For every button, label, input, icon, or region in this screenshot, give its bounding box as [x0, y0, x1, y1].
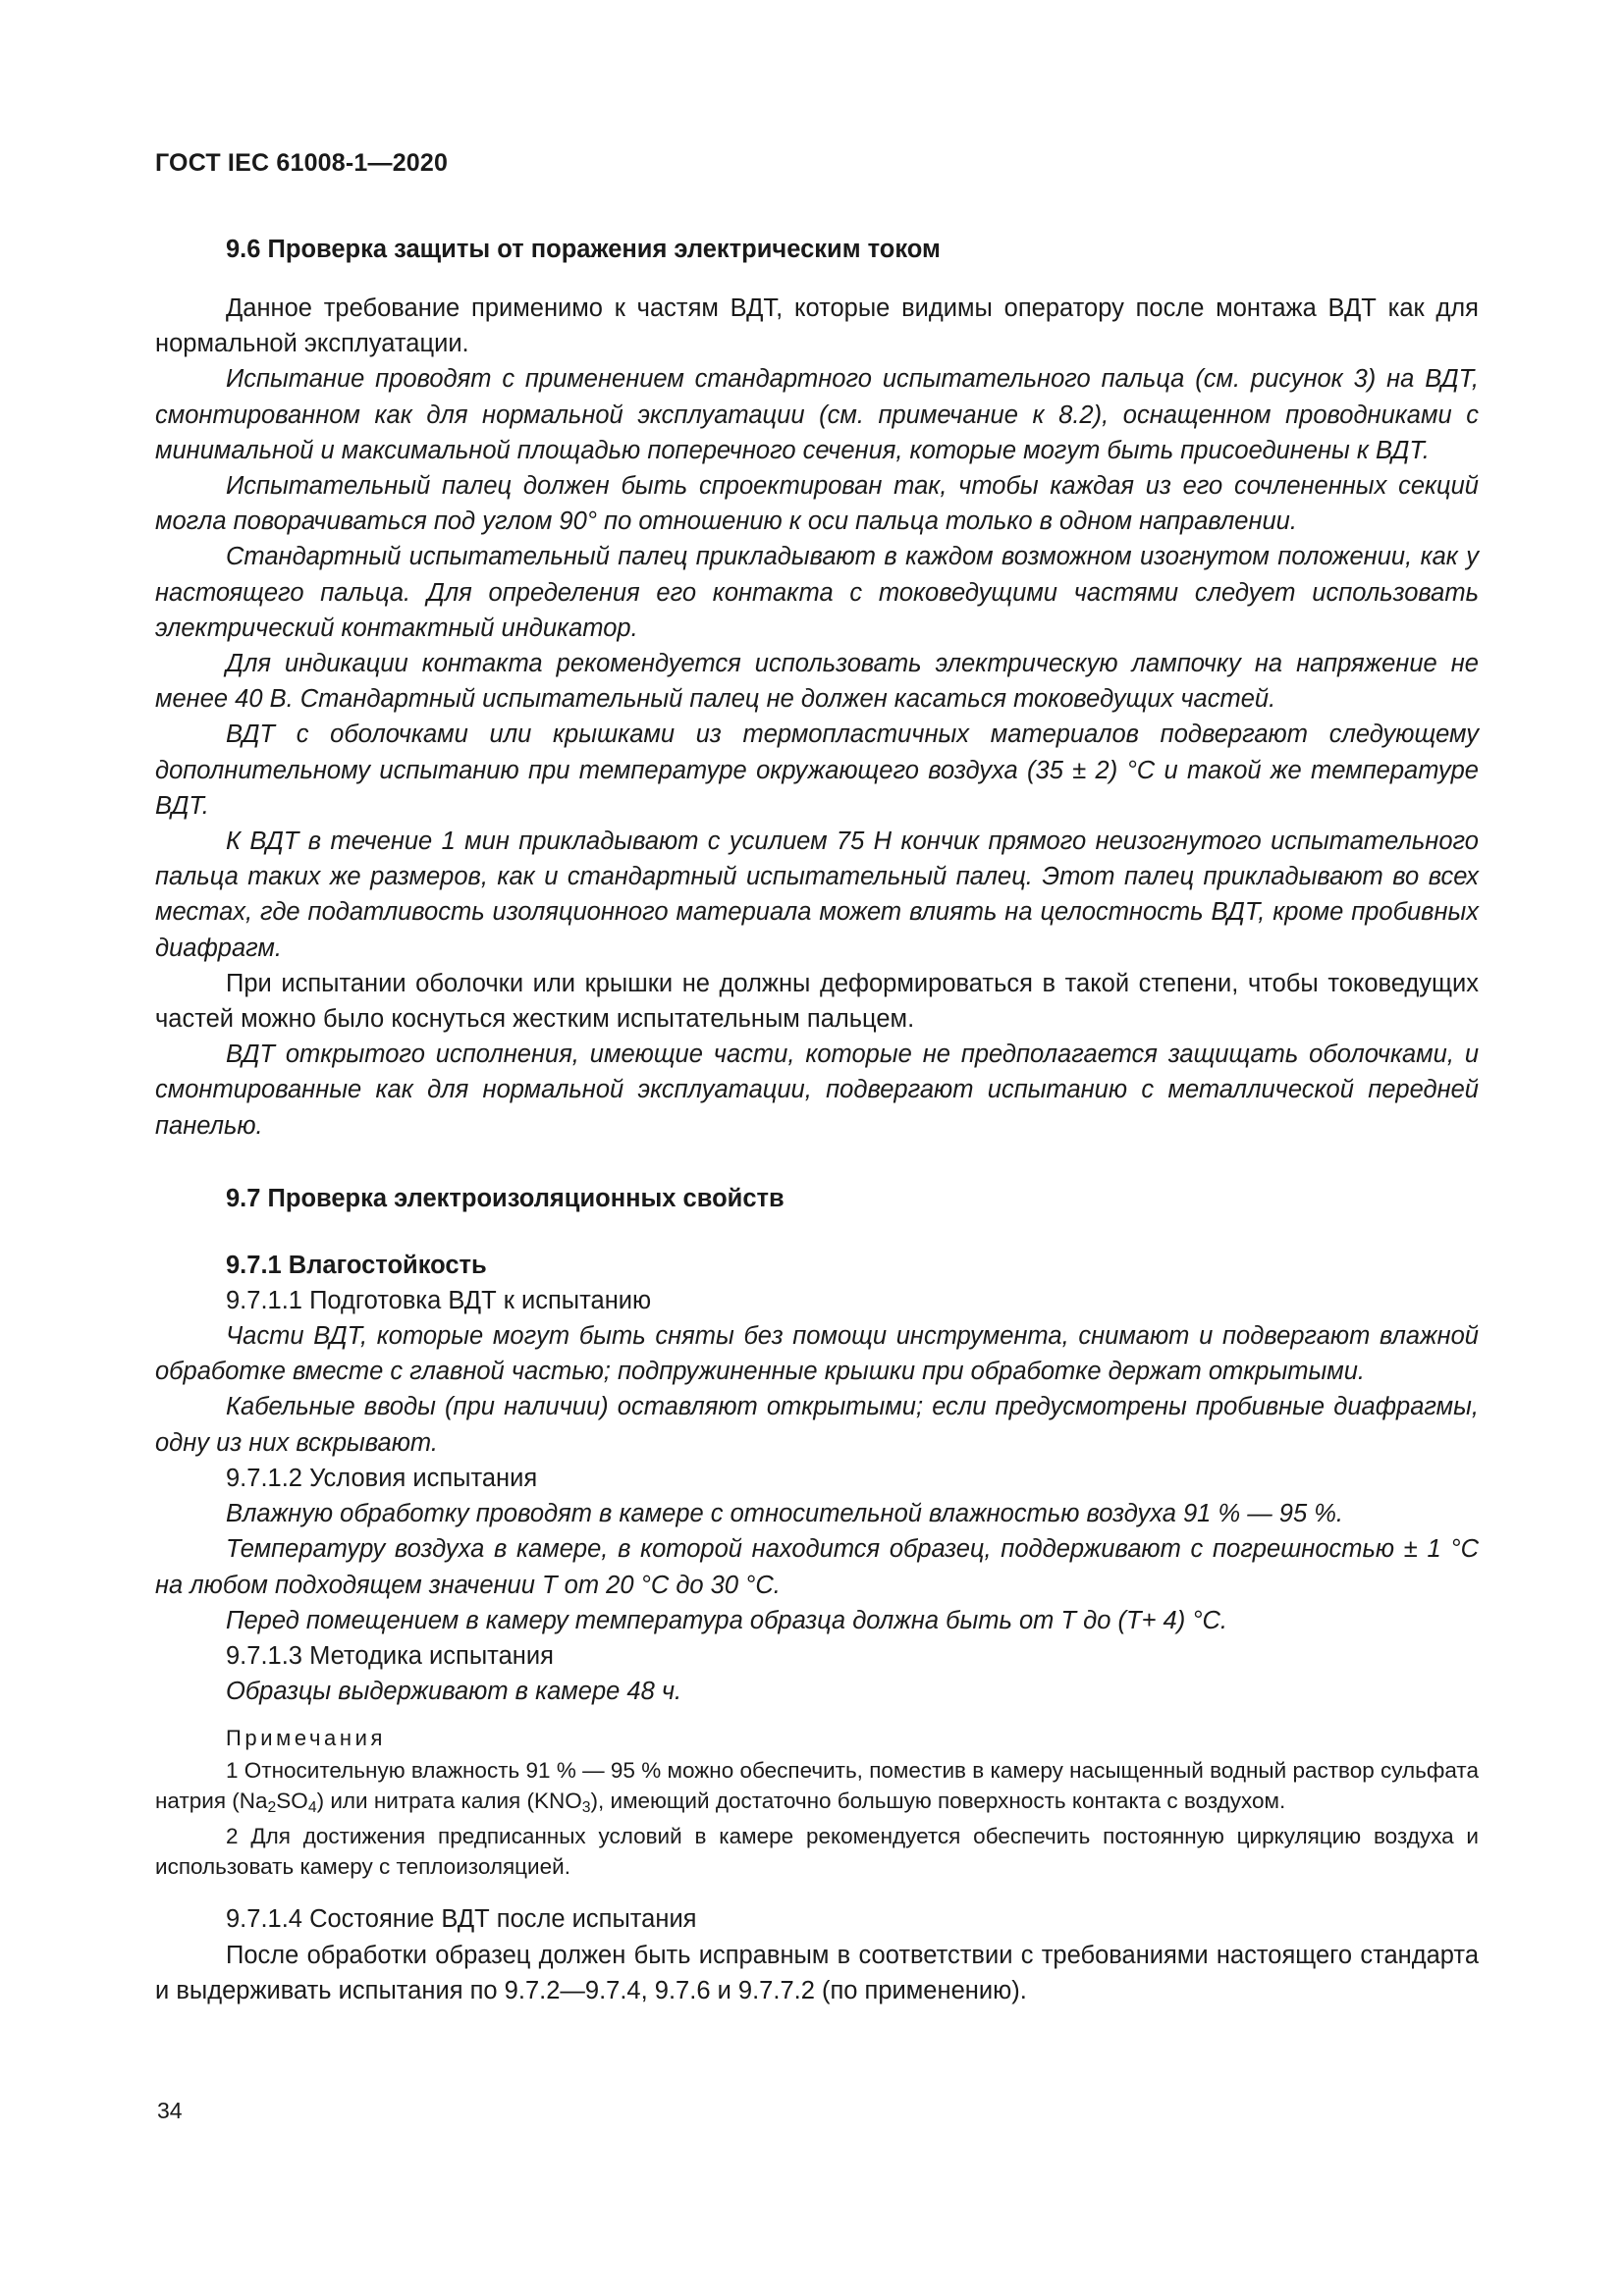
section-heading-9-6: 9.6 Проверка защиты от поражения электрическим током	[226, 236, 941, 263]
paragraph: Части ВДТ, которые могут быть сняты без помощи инструмента, снимают и подвергают влажной обработке вместе с главной частью; подпружиненные крышки при обработке держат открытыми.	[155, 1322, 1479, 1386]
paragraph: К ВДТ в течение 1 мин прикладывают с усилием 75 Н кончик прямого неизогнутого испытательного пальца таких же размеров, как и стандартный испытательный палец. Этот палец прикладывают во всех местах, где податливость изоляционного материала может влиять на целостность ВДТ, кроме пробивных диафрагм.	[155, 828, 1479, 962]
paragraph: Данное требование применимо к частям ВДТ, которые видимы оператору после монтажа ВДТ как для нормальной эксплуатации.	[155, 294, 1479, 358]
clause-title: 9.7.1.3 Методика испытания	[226, 1641, 554, 1670]
paragraph: Стандартный испытательный палец прикладывают в каждом возможном изогнутом положении, как у настоящего пальца. Для определения его контакта с токоведущими частями следует использовать электрический контактный индикатор.	[155, 543, 1479, 642]
paragraph: Кабельные вводы (при наличии) оставляют открытыми; если предусмотрены пробивные диафрагмы, одну из них вскрывают.	[155, 1393, 1479, 1457]
subscript: 4	[307, 1798, 317, 1816]
subscript: 2	[267, 1798, 277, 1816]
note-1-text: ), имеющий достаточно большую поверхность контакта с воздухом.	[590, 1788, 1286, 1813]
clause-title: 9.7.1.1 Подготовка ВДТ к испытанию	[226, 1286, 652, 1314]
note-1-text: 1 Относительную влажность 91 % — 95 % можно обеспечить, поместив в камеру насыщенный водный раствор сульфата натрия (Na	[155, 1758, 1479, 1813]
document-header: ГОСТ IEC 61008-1—2020	[155, 149, 449, 177]
paragraph: ВДТ с оболочками или крышками из термопластичных материалов подвергают следующему дополнительному испытанию при температуре окружающего воздуха (35 ± 2) °С и такой же температуре ВДТ.	[155, 721, 1479, 820]
page-content	[155, 232, 1479, 2008]
paragraph: Образцы выдерживают в камере 48 ч.	[226, 1678, 682, 1706]
notes-title: Примечания	[226, 1726, 387, 1751]
paragraph: Перед помещением в камеру температура образца должна быть от Т до (Т+ 4) °С.	[226, 1606, 1228, 1634]
page-number: 34	[157, 2098, 183, 2123]
paragraph: Испытательный палец должен быть спроектирован так, чтобы каждая из его сочлененных секций могла поворачиваться под углом 90° по отношению к оси пальца только в одном направлении.	[155, 472, 1479, 536]
subsection-heading-9-7-1: 9.7.1 Влагостойкость	[226, 1251, 487, 1279]
clause-title: 9.7.1.4 Состояние ВДТ после испытания	[226, 1905, 697, 1934]
note-2: 2 Для достижения предписанных условий в камере рекомендуется обеспечить постоянную циркуляцию воздуха и использовать камеру с теплоизоляцией.	[155, 1824, 1479, 1879]
note-1	[155, 1756, 1479, 1816]
paragraph: Испытание проводят с применением стандартного испытательного пальца (см. рисунок 3) на ВДТ, смонтированном как для нормальной эксплуатации (см. примечание к 8.2), оснащенном проводниками с минимальной и максимальной площадью поперечного сечения, которые могут быть присоединены к ВДТ.	[155, 365, 1479, 464]
paragraph: После обработки образец должен быть исправным в соответствии с требованиями настоящего стандарта и выдерживать испытания по 9.7.2—9.7.4, 9.7.6 и 9.7.7.2 (по применению).	[155, 1941, 1479, 2004]
paragraph: Температуру воздуха в камере, в которой находится образец, поддерживают с погрешностью ± 1 °С на любом подходящем значении Т от 20 °С до 30 °С.	[155, 1535, 1479, 1599]
subscript: 3	[581, 1798, 591, 1816]
clause-title: 9.7.1.2 Условия испытания	[226, 1464, 538, 1492]
paragraph: ВДТ открытого исполнения, имеющие части, которые не предполагается защищать оболочками, и смонтированные как для нормальной эксплуатации, подвергают испытанию с металлической передней панелью.	[155, 1041, 1479, 1140]
section-heading-9-7: 9.7 Проверка электроизоляционных свойств	[226, 1184, 785, 1212]
paragraph: Влажную обработку проводят в камере с относительной влажностью воздуха 91 % — 95 %.	[226, 1500, 1343, 1528]
paragraph: Для индикации контакта рекомендуется использовать электрическую лампочку на напряжение не менее 40 В. Стандартный испытательный палец не должен касаться токоведущих частей.	[155, 650, 1479, 714]
note-1-text: ) или нитрата калия (KNO	[316, 1788, 582, 1813]
note-1-text: SO	[276, 1788, 308, 1813]
paragraph: При испытании оболочки или крышки не должны деформироваться в такой степени, чтобы токоведущих частей можно было коснуться жестким испытательным пальцем.	[155, 969, 1479, 1034]
